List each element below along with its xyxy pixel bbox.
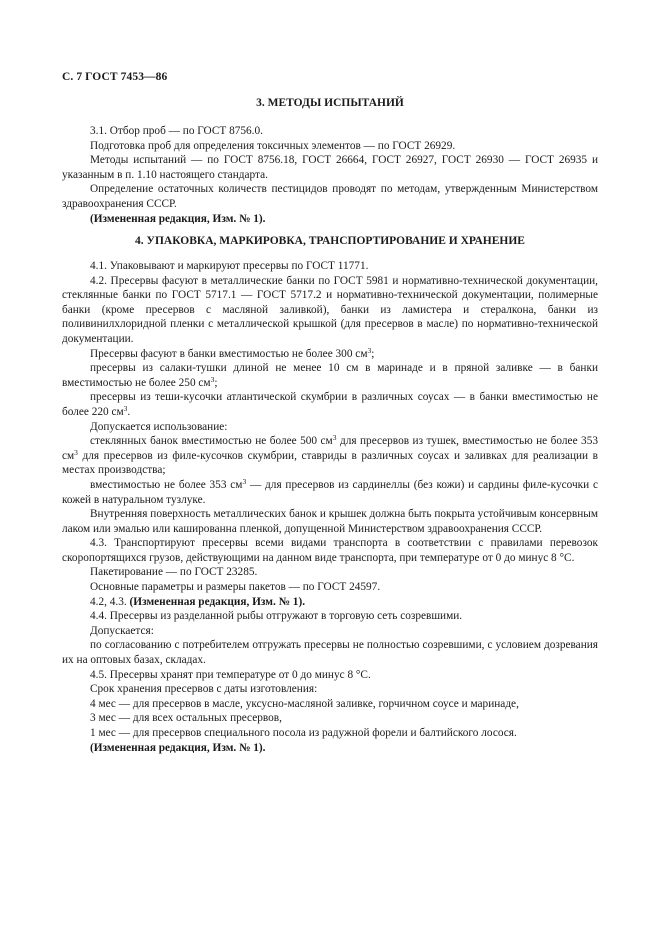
paragraph: Пакетирование — по ГОСТ 23285. bbox=[90, 566, 258, 579]
paragraph: Срок хранения пресервов с даты изготовления: bbox=[90, 683, 318, 696]
text: стеклянных банок вместимостью не более 500 см bbox=[90, 435, 333, 448]
text: — для пресервов из сардинеллы (без кожи) и сардины филе-кусочки с кожей в натуральном тузлуке. bbox=[62, 478, 598, 506]
section-3 bbox=[62, 96, 598, 111]
text: ; bbox=[214, 376, 218, 389]
amendment-note: (Измененная редакция, Изм. № 1). bbox=[129, 595, 306, 608]
paragraph: Внутренняя поверхность металлических банок и крышек должна быть покрыта устойчивым консервным лаком или эмалью или кашированна пленкой, допущенной Министерством здравоохранения СССР. bbox=[62, 508, 598, 535]
paragraph: 4.5. Пресервы хранят при температуре от 0 до минус 8 °С. bbox=[90, 668, 371, 681]
text: . bbox=[127, 405, 131, 418]
text: Пресервы фасуют в банки вместимостью не более 300 см bbox=[90, 347, 368, 360]
paragraph: 4.4. Пресервы из разделанной рыбы отгружают в торговую сеть созревшими. bbox=[90, 610, 463, 623]
text: ; bbox=[371, 347, 375, 360]
section-3-body bbox=[62, 124, 598, 226]
text: пресервы из салаки-тушки длиной не менее 10 см в маринаде и в пряной заливке — в банки вместимостью не более 250 см bbox=[62, 362, 598, 389]
paragraph: Допускается: bbox=[90, 624, 154, 637]
superscript: 3 bbox=[332, 433, 337, 443]
paragraph: 4 мес — для пресервов в масле, уксусно-масляной заливке, горчичном соусе и маринаде, bbox=[90, 697, 519, 710]
paragraph: Определение остаточных количеств пестицидов проводят по методам, утвержденным Министерством здравоохранения СССР. bbox=[62, 183, 598, 210]
paragraph: Основные параметры и размеры пакетов — по ГОСТ 24597. bbox=[90, 581, 381, 594]
amendment-note: (Измененная редакция, Изм. № 1). bbox=[90, 212, 266, 225]
page-header: С. 7 ГОСТ 7453—86 bbox=[62, 71, 168, 83]
paragraph: 4.2. Пресервы фасуют в металлические банки по ГОСТ 5981 и нормативно-технической документации, стеклянные банки по ГОСТ 5717.1 — ГОСТ 5717.2 и нормативно-технической документации, полимерные банки (кроме пресервов с масляной заливкой), банки из ламистера и стералкона, банки из поливинилхлоридной пленки с металлической крышкой (для пресервов в масле) по нормативно-технической документации. bbox=[62, 274, 598, 345]
paragraph bbox=[62, 390, 598, 419]
text: вместимостью не более 353 см bbox=[90, 478, 243, 491]
paragraph: 4.1. Упаковывают и маркируют пресервы по ГОСТ 11771. bbox=[90, 260, 369, 272]
text: для пресервов из тушек, вместимостью не более 353 см bbox=[62, 435, 599, 462]
superscript: 3 bbox=[74, 447, 78, 457]
paragraph: 4.3. Транспортируют пресервы всеми видами транспорта в соответствии с правилами перевозок скоропортящихся грузов, действующими на данном виде транспорта, при температуре от 0 до минус 8 °С. bbox=[62, 537, 598, 564]
amendment-note: (Измененная редакция, Изм. № 1). bbox=[90, 741, 266, 754]
text: 4.2, 4.3. bbox=[90, 595, 130, 608]
paragraph: по согласованию с потребителем отгружать пресервы не полностью созревшими, с условием дозревания их на оптовых базах, складах. bbox=[62, 639, 598, 667]
paragraph: 1 мес — для пресервов специального посола из радужной форели и балтийского лосося. bbox=[90, 727, 517, 739]
section-4-body bbox=[62, 259, 598, 755]
paragraph: 3.1. Отбор проб — по ГОСТ 8756.0. bbox=[90, 125, 263, 137]
paragraph bbox=[62, 434, 598, 478]
section-4 bbox=[62, 234, 598, 249]
paragraph bbox=[62, 595, 598, 610]
paragraph: Методы испытаний — по ГОСТ 8756.18, ГОСТ 26664, ГОСТ 26927, ГОСТ 26930 — ГОСТ 26935 и указанным в п. 1.10 настоящего стандарта. bbox=[62, 154, 598, 181]
text: для пресервов из филе-кусочков скумбрии, ставриды в различных соусах и заливках для реализации в местах производства; bbox=[62, 449, 598, 477]
section-4-title: 4. УПАКОВКА, МАРКИРОВКА, ТРАНСПОРТИРОВАНИЕ И ХРАНЕНИЕ bbox=[135, 235, 525, 247]
superscript: 3 bbox=[367, 345, 372, 355]
paragraph bbox=[62, 478, 598, 507]
paragraph bbox=[62, 347, 598, 362]
superscript: 3 bbox=[210, 374, 215, 384]
section-3-title: 3. МЕТОДЫ ИСПЫТАНИЙ bbox=[256, 97, 404, 109]
paragraph bbox=[62, 361, 598, 390]
text: пресервы из теши-кусочки атлантической скумбрии в различных соусах — в банки вместимостью не более 220 см bbox=[62, 391, 598, 418]
superscript: 3 bbox=[242, 476, 247, 486]
paragraph: Допускается использование: bbox=[90, 420, 228, 433]
paragraph: Подготовка проб для определения токсичных элементов — по ГОСТ 26929. bbox=[90, 139, 456, 152]
paragraph: 3 мес — для всех остальных пресервов, bbox=[90, 712, 282, 725]
superscript: 3 bbox=[123, 403, 128, 413]
